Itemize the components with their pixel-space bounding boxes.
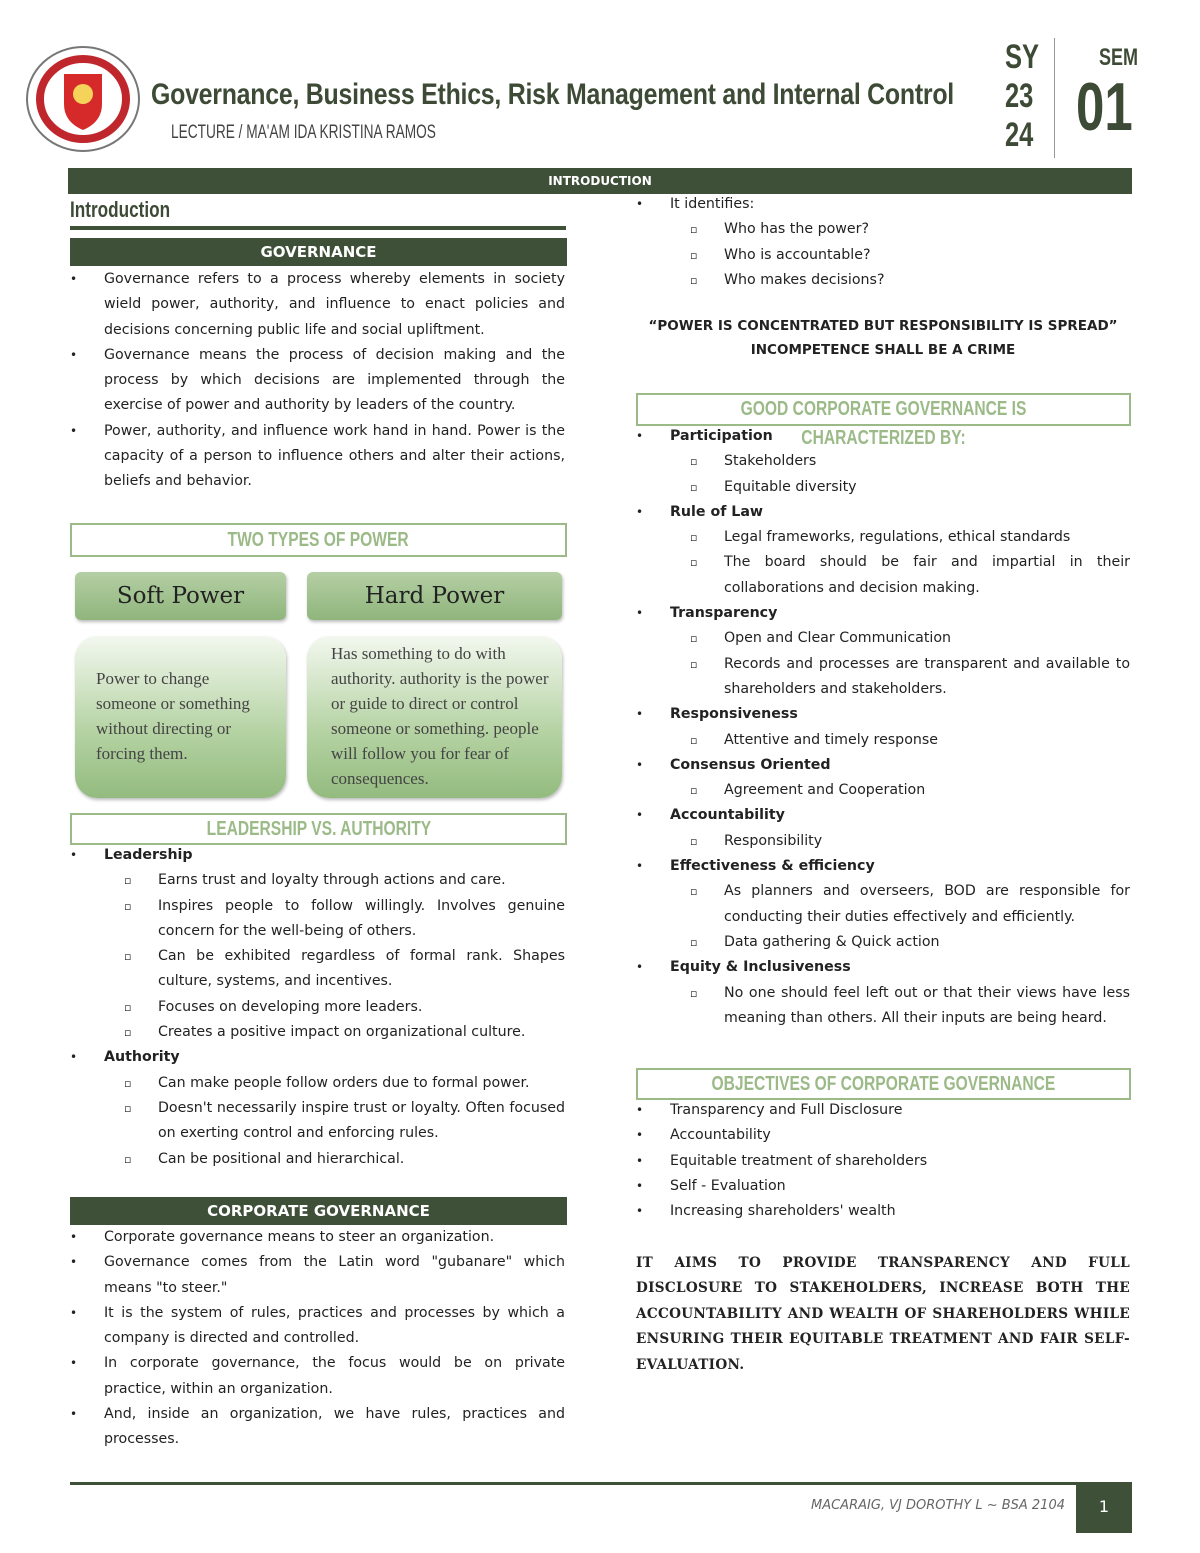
item-label: Leadership — [104, 847, 193, 863]
item-label: Rule of Law — [670, 503, 764, 520]
item-label: Transparency — [670, 605, 778, 622]
list-item — [636, 601, 1130, 626]
heading-underline — [70, 226, 566, 230]
item-label: Authority — [104, 1049, 180, 1066]
governance-bar: GOVERNANCE — [70, 238, 567, 266]
hard-power-label: Hard Power — [307, 572, 562, 620]
sub-item: ▫ Attentive and timely response — [636, 728, 1130, 753]
sub-item: ▫ Earns trust and loyalty through actions and care. — [70, 868, 565, 893]
good-governance-list — [636, 424, 1130, 1031]
two-types-of-power-heading — [70, 523, 567, 557]
sy-year-1: 23 — [1005, 77, 1034, 115]
leadership-list — [70, 843, 565, 1172]
list-item — [636, 702, 1130, 727]
heading-text: LEADERSHIP VS. AUTHORITY — [206, 818, 431, 840]
sub-item: ▫ Doesn't necessarily inspire trust or loyalty. Often focused on exerting control and enforcing rules. — [70, 1096, 565, 1147]
list-item — [636, 424, 1130, 449]
list-item — [636, 955, 1130, 980]
list-item — [70, 843, 565, 868]
list-item — [70, 1045, 565, 1070]
page-number: 1 — [1076, 1483, 1132, 1533]
list-item — [636, 803, 1130, 828]
sub-item: ▫ Agreement and Cooperation — [636, 778, 1130, 803]
item-label: Equity & Inclusiveness — [670, 959, 851, 976]
lecturer-subtitle: LECTURE / MA'AM IDA KRISTINA RAMOS — [171, 122, 436, 143]
sem-number: 01 — [1076, 69, 1133, 145]
item-label: Accountability — [670, 807, 785, 824]
introduction-heading: Introduction — [70, 197, 171, 222]
list-item: • Accountability — [636, 1123, 1130, 1148]
footer-author: MACARAIG, VJ DOROTHY L ~ BSA 2104 — [810, 1498, 1065, 1513]
list-item — [636, 500, 1130, 525]
aim-statement: IT AIMS TO PROVIDE TRANSPARENCY AND FULL DISCLOSURE TO STAKEHOLDERS, INCREASE BOTH THE ACCOUNTABILITY AND WEALTH OF SHAREHOLDERS WHILE ENSURING THEIR EQUITABLE TREATMENT AND FAIR SELF-EVALUATION. — [636, 1255, 1130, 1373]
sub-item: ▫ Can be exhibited regardless of formal rank. Shapes culture, systems, and incentives. — [70, 944, 565, 995]
list-item: • Self - Evaluation — [636, 1174, 1130, 1199]
list-item: • Power, authority, and influence work hand in hand. Power is the capacity of a person to influence others and alter their actions, beliefs and behavior. — [70, 419, 565, 495]
sub-item: ▫ Open and Clear Communication — [636, 626, 1130, 651]
quote-line: “POWER IS CONCENTRATED BUT RESPONSIBILITY IS SPREAD” — [648, 318, 1118, 334]
heading-text: GOOD CORPORATE GOVERNANCE IS CHARACTERIZED BY: — [740, 398, 1027, 449]
list-item: • Governance means the process of decision making and the process by which decisions are implemented through the exercise of power and authority by leaders of the country. — [70, 343, 565, 419]
item-label: Participation — [670, 428, 773, 444]
list-item: • It identifies: — [636, 192, 1130, 217]
sub-item: ▫ Who has the power? — [636, 217, 1130, 242]
quote-line: INCOMPETENCE SHALL BE A CRIME — [750, 342, 1016, 358]
objectives-heading — [636, 1068, 1131, 1100]
section-banner: INTRODUCTION — [68, 168, 1132, 194]
list-item: • Governance refers to a process whereby elements in society wield power, authority, and influence to enact policies and decisions concerning public life and social upliftment. — [70, 267, 565, 343]
item-label: Responsiveness — [670, 706, 798, 723]
governance-list — [70, 267, 565, 495]
list-item: • In corporate governance, the focus would be on private practice, within an organization. — [70, 1351, 565, 1402]
soft-power-label: Soft Power — [75, 572, 286, 620]
list-item: • Equitable treatment of shareholders — [636, 1149, 1130, 1174]
sem-label: SEM — [1099, 44, 1139, 71]
sub-item: ▫ Can be positional and hierarchical. — [70, 1147, 565, 1172]
sub-item: ▫ Data gathering & Quick action — [636, 930, 1130, 955]
sub-item: ▫ Records and processes are transparent and available to shareholders and stakeholders. — [636, 652, 1130, 703]
sy-label: SY — [1005, 38, 1040, 76]
sub-item: ▫ The board should be fair and impartial in their collaborations and decision making. — [636, 550, 1130, 601]
item-label: Consensus Oriented — [670, 756, 831, 773]
leadership-vs-authority-heading — [70, 813, 567, 845]
sy-year-2: 24 — [1005, 116, 1034, 154]
objectives-list — [636, 1098, 1130, 1224]
soft-power-description: Power to change someone or something without directing or forcing them. — [75, 636, 286, 798]
sub-item: ▫ Responsibility — [636, 829, 1130, 854]
sub-item: ▫ Stakeholders — [636, 449, 1130, 474]
sub-item: ▫ Can make people follow orders due to formal power. — [70, 1071, 565, 1096]
identifies-list — [636, 192, 1130, 293]
list-item: • Transparency and Full Disclosure — [636, 1098, 1130, 1123]
university-logo — [24, 44, 142, 154]
hard-power-description: Has something to do with authority. authority is the power or guide to direct or control someone or something. people will follow you for fear of consequences. — [307, 636, 562, 798]
corporate-governance-bar: CORPORATE GOVERNANCE — [70, 1197, 567, 1225]
sub-item: ▫ Focuses on developing more leaders. — [70, 995, 565, 1020]
list-item: • Increasing shareholders' wealth — [636, 1199, 1130, 1224]
list-item: • And, inside an organization, we have rules, practices and processes. — [70, 1402, 565, 1453]
corporate-governance-list — [70, 1225, 565, 1453]
sub-item: ▫ Inspires people to follow willingly. Involves genuine concern for the well-being of others. — [70, 894, 565, 945]
sub-item: ▫ Equitable diversity — [636, 475, 1130, 500]
sub-item: ▫ Who makes decisions? — [636, 268, 1130, 293]
list-item: • Governance comes from the Latin word "gubanare" which means "to steer." — [70, 1250, 565, 1301]
list-item — [636, 854, 1130, 879]
sub-item: ▫ Legal frameworks, regulations, ethical standards — [636, 525, 1130, 550]
heading-text: TWO TYPES OF POWER — [227, 529, 410, 551]
quote-block — [636, 314, 1130, 362]
list-item — [636, 753, 1130, 778]
sub-item: ▫ No one should feel left out or that their views have less meaning than others. All their inputs are being heard. — [636, 981, 1130, 1032]
footer-rule — [70, 1482, 1132, 1485]
document-title: Governance, Business Ethics, Risk Management and Internal Control — [151, 78, 954, 111]
sub-item: ▫ Who is accountable? — [636, 243, 1130, 268]
heading-text: OBJECTIVES OF CORPORATE GOVERNANCE — [711, 1073, 1056, 1095]
sub-item: ▫ Creates a positive impact on organizational culture. — [70, 1020, 565, 1045]
list-item: • Corporate governance means to steer an organization. — [70, 1225, 565, 1250]
sub-item: ▫ As planners and overseers, BOD are responsible for conducting their duties effectively and efficiently. — [636, 879, 1130, 930]
header-divider — [1054, 38, 1055, 158]
item-label: Effectiveness & efficiency — [670, 858, 875, 875]
list-item: • It is the system of rules, practices and processes by which a company is directed and controlled. — [70, 1301, 565, 1352]
